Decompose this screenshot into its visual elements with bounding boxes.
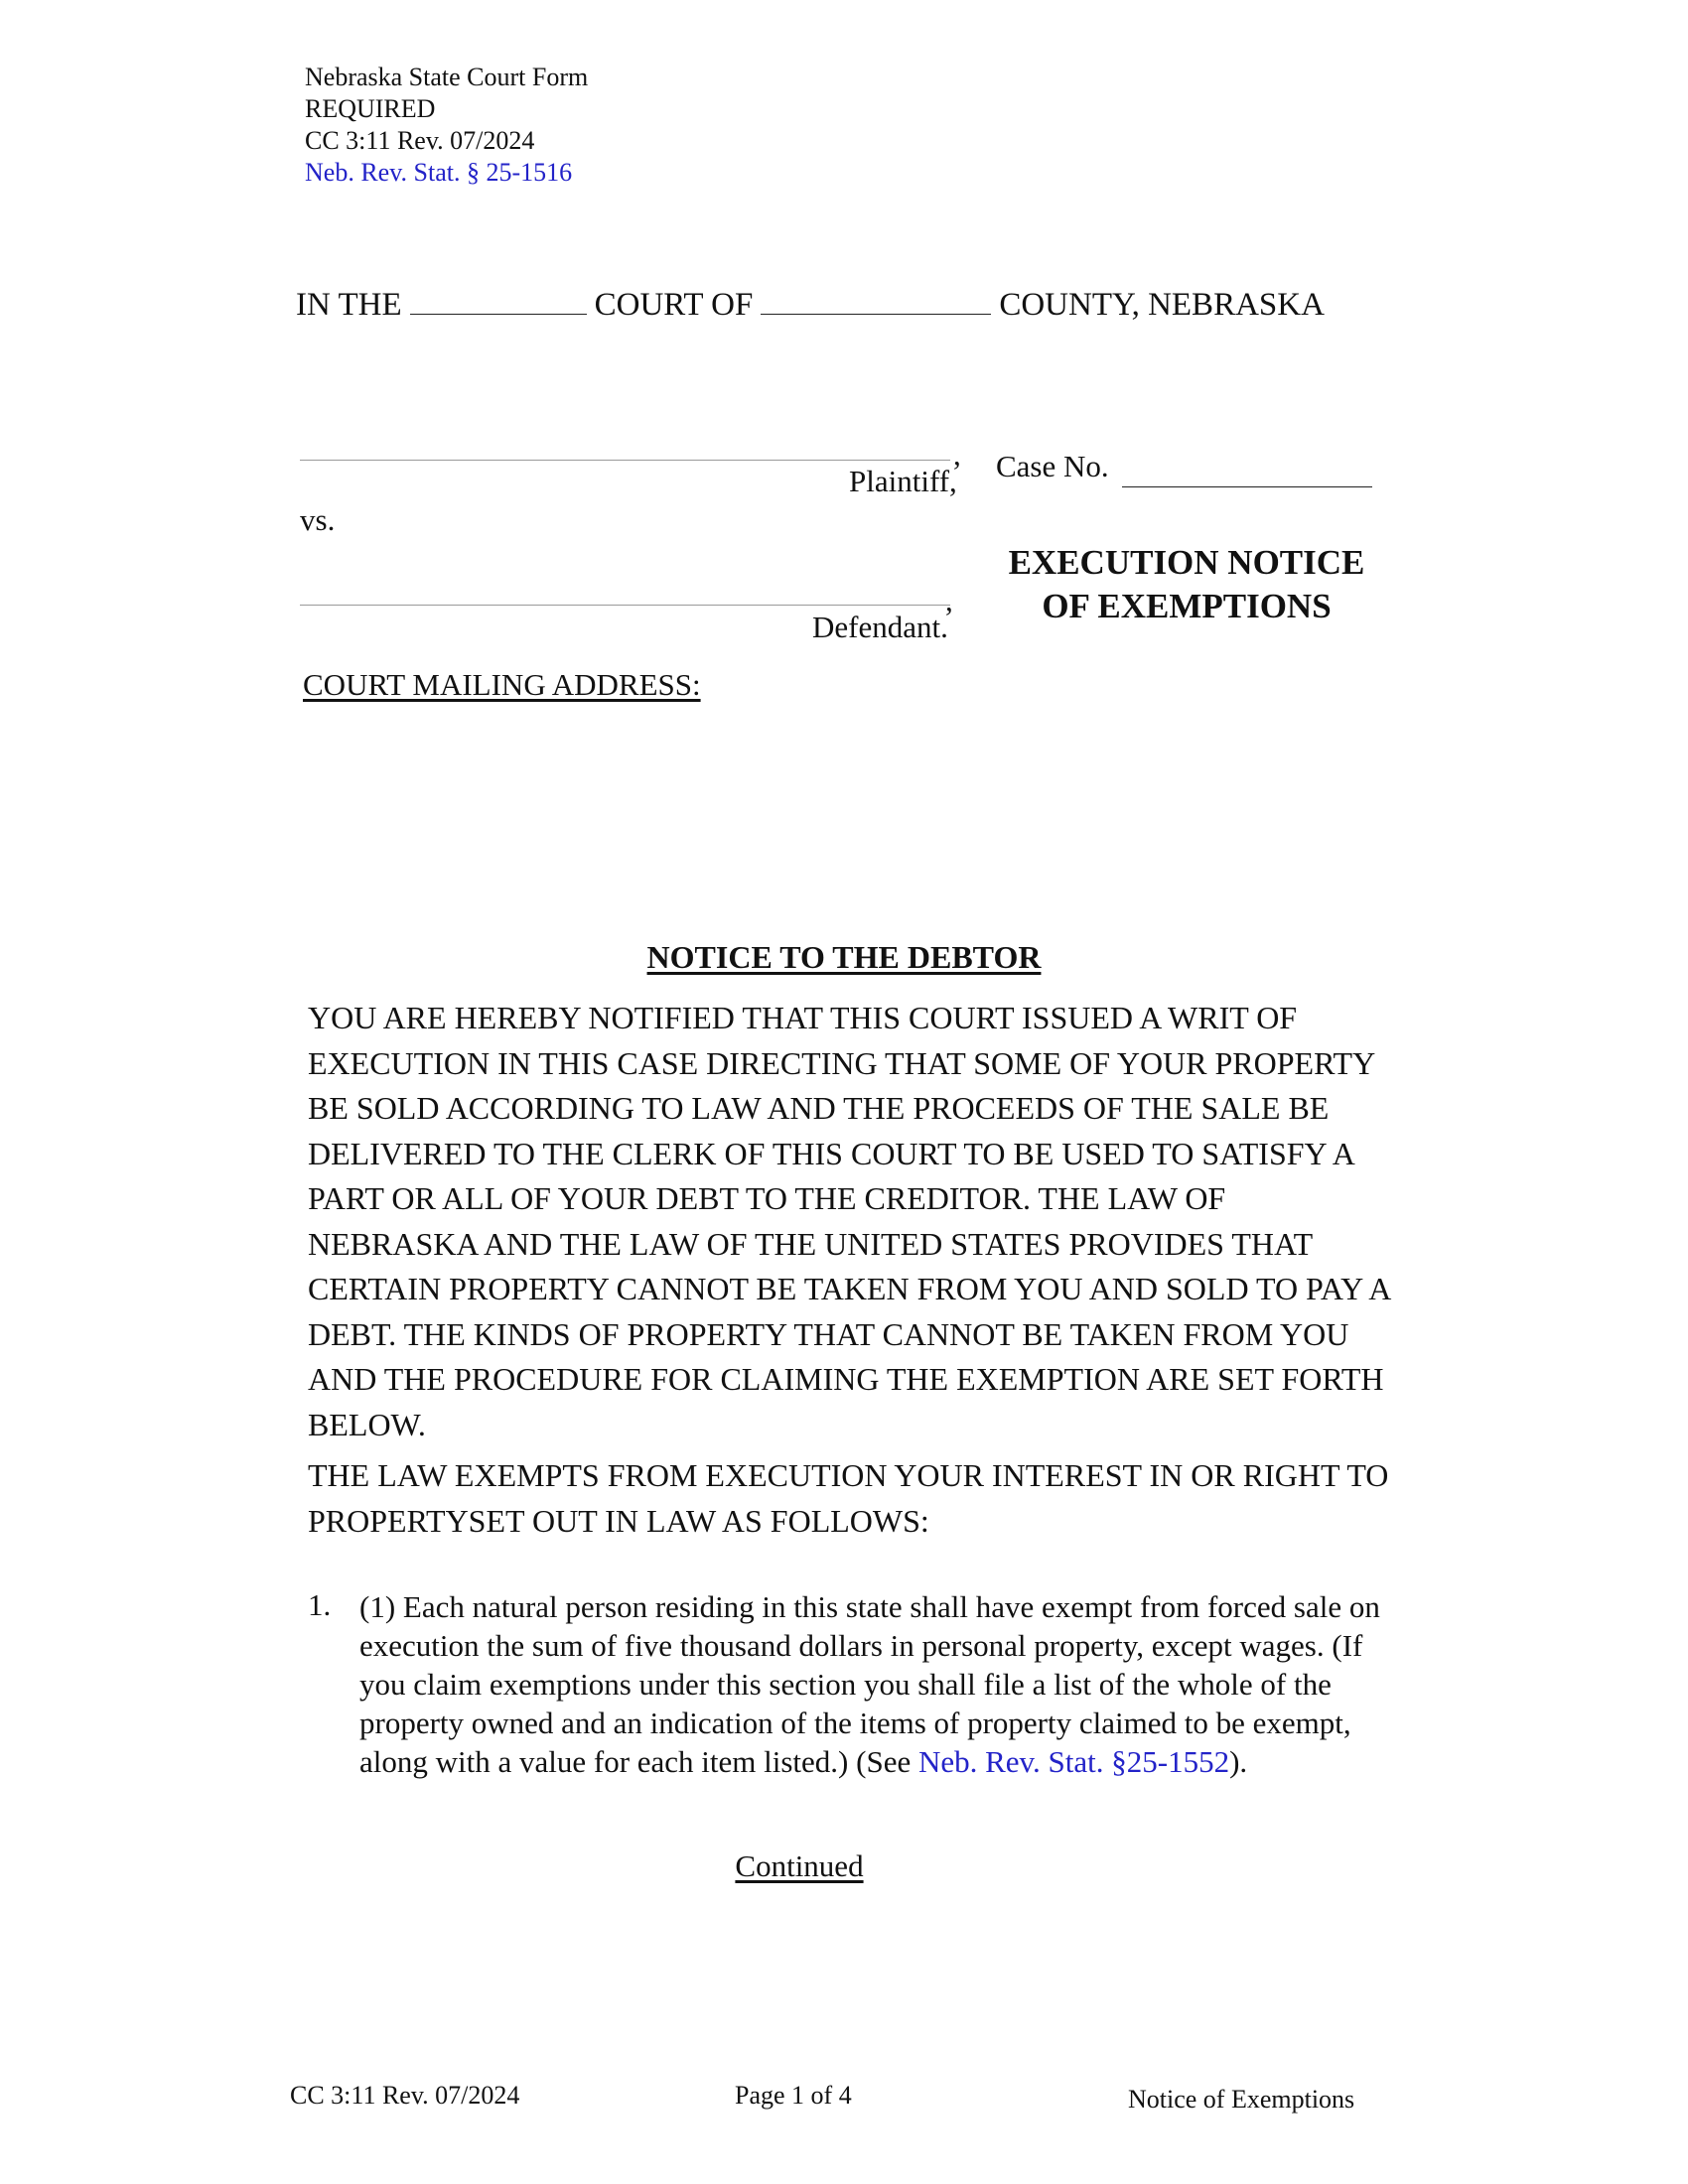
court-caption [296,284,1325,324]
notice-paragraph-2 [308,1453,1400,1544]
court-mailing-address-label: COURT MAILING ADDRESS: [303,667,701,702]
notice-paragraph-1-text: YOU ARE HEREBY NOTIFIED THAT THIS COURT ISSUED A WRIT OF EXECUTION IN THIS CASE DIRECTING THAT SOME OF YOUR PROPERTY BE SOLD ACCORDING TO LAW AND THE PROCEEDS OF THE SALE BE DELIVERED TO THE CLERK OF THIS COURT TO BE USED TO SATISFY A PART OR ALL OF YOUR DEBT TO THE CREDITOR. THE LAW OF NEBRASKA AND THE LAW OF THE UNITED STATES PROVIDES THAT CERTAIN PROPERTY CANNOT BE TAKEN FROM YOU AND SOLD TO PAY A DEBT. THE KINDS OF PROPERTY THAT CANNOT BE TAKEN FROM YOU AND THE PROCEDURE FOR CLAIMING THE EXEMPTION ARE SET FORTH BELOW. [308,1000,1390,1442]
exemption-number: 1. [308,1587,332,1622]
header-statute-link[interactable]: Neb. Rev. Stat. § 25-1516 [305,158,573,187]
county-name-blank[interactable] [761,284,991,315]
caption-county: COUNTY, NEBRASKA [999,287,1325,323]
notice-paragraph-1 [308,996,1400,1447]
notice-paragraph-2-text: THE LAW EXEMPTS FROM EXECUTION YOUR INTEREST IN OR RIGHT TO PROPERTYSET OUT IN LAW AS FOLLOWS: [308,1457,1389,1539]
plaintiff-comma: , [953,437,961,472]
case-no-label: Case No. [996,449,1109,483]
exemption-item [359,1587,1397,1781]
form-header [305,62,588,189]
versus-label: vs. [300,502,336,537]
plaintiff-name-line[interactable] [300,460,950,461]
form-title [993,541,1380,628]
header-required: REQUIRED [305,94,436,123]
exemption-text: (1) Each natural person residing in this state shall have exempt from forced sale on execution the sum of five thousand dollars in personal property, except wages. (If you claim exemptions under this section you shall file a list of the whole of the property owned and an indication of the items of property claimed to be exempt, along with a value for each item listed.) (See [359,1589,1380,1779]
defendant-name-line[interactable] [300,605,950,606]
continued-label [635,1848,963,1884]
header-form-number: CC 3:11 Rev. 07/2024 [305,126,535,155]
form-title-line1: EXECUTION NOTICE [1008,543,1365,582]
defendant-comma: , [945,583,953,617]
exemption-statute-link[interactable]: Neb. Rev. Stat. §25-1552 [917,1744,1230,1779]
defendant-label: Defendant. [812,610,948,644]
form-title-line2: OF EXEMPTIONS [1042,587,1332,625]
court-name-blank[interactable] [410,284,587,315]
header-form-name: Nebraska State Court Form [305,63,589,91]
caption-in-the: IN THE [296,287,402,323]
plaintiff-label: Plaintiff, [849,464,957,498]
continued-text: Continued [735,1848,864,1883]
footer-page-number: Page 1 of 4 [735,2081,852,2110]
footer-form-number: CC 3:11 Rev. 07/2024 [290,2081,520,2110]
notice-heading: NOTICE TO THE DEBTOR [646,939,1042,975]
caption-court-of: COURT OF [594,287,754,323]
footer-title: Notice of Exemptions [1128,2085,1355,2114]
case-no-blank[interactable] [1122,486,1372,487]
exemption-suffix: ). [1229,1744,1248,1779]
